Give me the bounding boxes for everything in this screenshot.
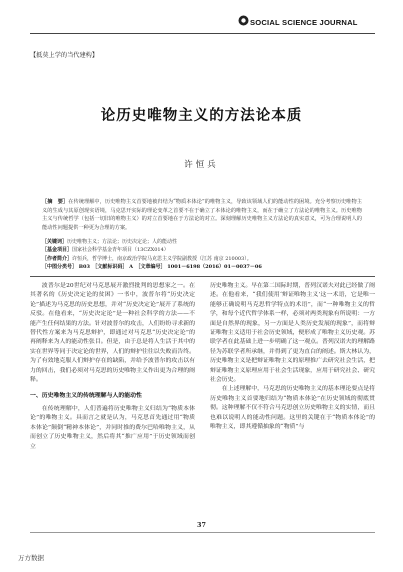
header-rule [30,33,375,34]
journal-logo-icon [238,15,249,26]
abstract [42,198,362,232]
fund-line [42,246,362,254]
author-info-label: ［作者简介］ [42,255,73,262]
body-paragraph: 在上述理解中，马克思的历史唯物主义的基本理论要点是将历史唯物主义首要地归结为“物质本体论”在历史领域的彻底贯彻。这种理解不仅不符合马克思创立历史唯物主义的实情，而且也难以说明人的能动性问题。这里的关键在于“物质本体论”的唯物主义，即其遵循抽象的“物质”与 [210,386,375,431]
keywords-text: 历史唯物主义；方法论；历史决定论；人的能动性 [67,239,178,245]
classification-line: ［中图分类号］ B03 ［文献标识码］ A ［文章编号］ 1001－6198（2016）01－0037－06 [42,264,262,271]
page-number: 37 [197,521,206,529]
article-title: 论历史唯物主义的方法论本质 [100,107,303,124]
metadata-rule [30,276,375,277]
abstract-label: ［摘 要］ [42,199,69,205]
author-info-line [42,255,362,263]
section-label: 【抵莫上学的当代建构】 [30,52,99,59]
body-column-left [30,282,195,452]
body-column-right [210,282,375,433]
fund-label: ［基金项目］ [42,247,73,254]
abstract-text: 在传统理解中，历史唯物主义首要地被归结为“物质本体论”的唯物主义，导致该领域人们的能动性的困境。充分考察历史唯物主义的生成与其原创现实语境，马克思开实际的理论变革之首要不在于确立了本体论的唯物主义，而在于确立了方法论的唯物主义。历史唯物主义与传统哲学（包括一切旧的唯物主义）的对立首要地在于方法论的对立。深刻理解历史唯物主义方法论的真实意义，可为合理说明人的能动性问题提供一种更为合理的方案。 [42,199,362,231]
journal-name: SOCIAL SCIENCE JOURNAL [250,18,358,27]
keywords-label: ［关键词］ [42,239,68,245]
section-heading: 一、历史唯物主义的传统理解与人的能动性 [30,392,142,400]
keywords-line [42,238,362,246]
author-info-text: 许恒兵，哲学博士，南京政治学院马克思主义学院副教授（江苏 南京 210003）。 [72,255,252,262]
body-paragraph: 在传统理解中，人们普遍将历史唯物主义归结为“物质本体论”的唯物主义。具而言之就是认为，马克思首先通过用“物质本体论”颠倒“精神本体论”，并同时推的费尔巴哈唯物主义，从而创立了历史唯物主义，然后将其“推广应用”于历史领域而创立 [30,405,195,450]
fund-text: 国家社会科学基金青年项目（13CZX014） [72,247,169,254]
footer-rule [30,532,375,533]
body-paragraph: 波普尔是20世纪对马克思展开激烈批判的思想家之一。在其著名的《历史决定论的贫困》一书中，波普尔将“历史决定论”描述为马克思的历史思想，并对“历史决定论”展开了系统的反驳。在他看来，“历史决定论”是一种社会科学的方法——不能产生任何结果的方法。针对波普尔的攻击，人们纷纷寻求新的替代性方案来为马克思辩护，即通过对马克思“历史决定论”的再阐释来为人的能动性张目。但是，由于总是将人生活于其中的实在世界等同于决定论的世界，人们的辩护往往以失败而告终。为了有效地克服人们辩护存在的缺陷，并给予波普尔的攻击以有力的回击，我们必须对马克思的历史唯物主义作出更为合理的阐释。 [30,283,195,384]
body-paragraph: 历史唯物主义。早在第二国际时期，普列汉诺夫对此已经做了阐述。在他看来，“我们使用‘辩证唯物主义’这一术语，它是唯一能够正确说明马克思哲学特点的术语”，而“一种唯物主义的哲学，和每个近代哲学体系一样，必须对两类现象有所说明：一方面是自然界的现象，另一方面是人类历史发展的现象”，而将辩证唯物主义适用于社会历史领域，便形成了唯物主义历史观。苏联学者在此基础上进一步明确了这一观点。普列汉诺夫的理解路径为苏联学者所承继，并得到了更为直白的阐述。斯大林认为，历史唯物主义是把辩证唯物主义的原理推广去研究社会生活，把辩证唯物主义原理应用于社会生活现象，应用于研究社会、研究社会历史。 [210,283,375,384]
article-author: 许恒兵 [184,160,219,170]
article-metadata [42,238,362,272]
footer-watermark: 万方数据 [18,554,44,562]
